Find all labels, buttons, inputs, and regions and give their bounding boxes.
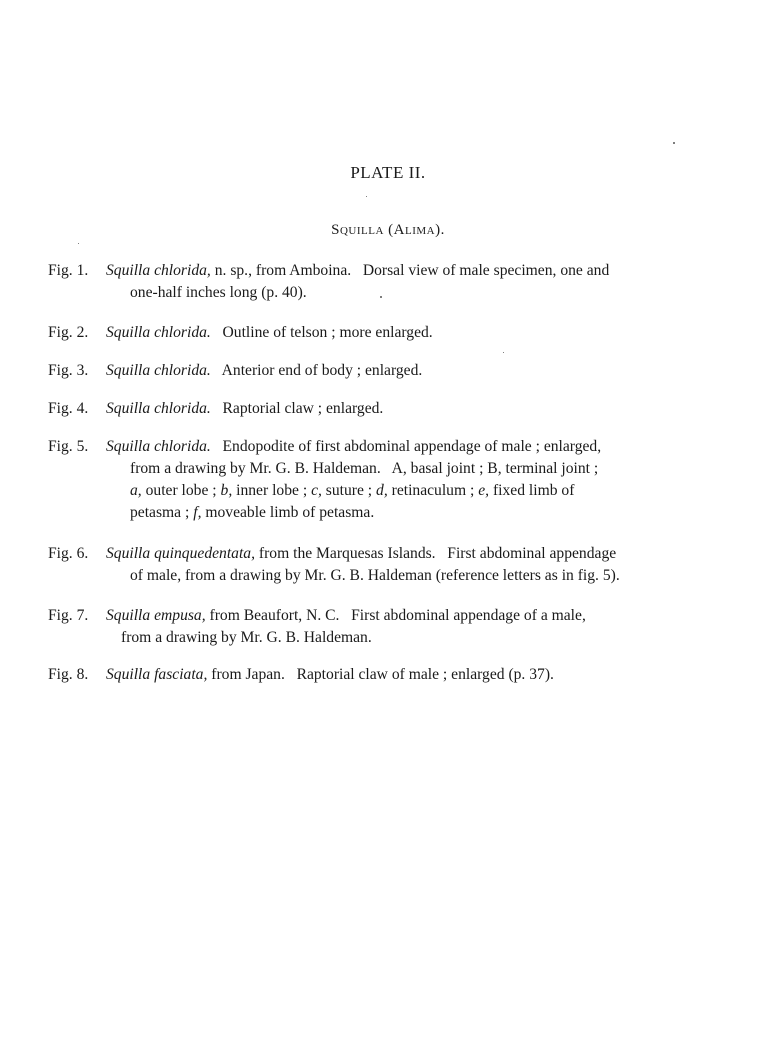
species-name: Squilla chlorida, (106, 262, 211, 279)
ref-letter-e: e, (478, 482, 490, 499)
ref-letter-b: b, (220, 482, 233, 499)
caption-text: petasma ; (130, 504, 194, 521)
figure-label: Fig. 4. (48, 400, 89, 417)
caption-line: of male, from a drawing by Mr. G. B. Haldeman (reference letters as in fig. 5). (130, 567, 620, 584)
figure-label: Fig. 5. (48, 438, 89, 455)
figure-label: Fig. 1. (48, 262, 89, 279)
caption-text: n. sp., from Amboina. Dorsal view of male specimen, one and (210, 262, 610, 279)
caption-text: inner lobe ; (232, 482, 312, 499)
figure-caption-8 (48, 664, 738, 686)
figure-caption-4 (48, 398, 738, 420)
figure-caption-2 (48, 322, 738, 344)
scan-speck (380, 296, 382, 298)
figure-caption-5 (48, 436, 738, 524)
figure-label: Fig. 2. (48, 324, 89, 341)
figure-caption-3 (48, 360, 738, 382)
figure-caption-6 (48, 543, 738, 587)
ref-letter-d: d, (376, 482, 388, 499)
species-name: Squilla fasciata, (106, 666, 208, 683)
figure-label: Fig. 3. (48, 362, 89, 379)
caption-text: outer lobe ; (141, 482, 221, 499)
species-name: Squilla chlorida. (106, 400, 211, 417)
caption-text: Endopodite of first abdominal appendage of male ; enlarged, (210, 438, 602, 455)
caption-text: Raptorial claw ; enlarged. (210, 400, 384, 417)
species-name: Squilla quinquedentata, (106, 545, 255, 562)
caption-line: one-half inches long (p. 40). (130, 284, 307, 301)
caption-line (48, 502, 738, 524)
caption-text: from the Marquesas Islands. First abdominal appendage (255, 545, 617, 562)
species-name: Squilla chlorida. (106, 438, 211, 455)
species-name: Squilla chlorida. (106, 362, 211, 379)
plate-title: PLATE II. (350, 163, 426, 182)
caption-text: fixed limb of (489, 482, 575, 499)
caption-line (48, 605, 738, 627)
caption-text: suture ; (321, 482, 377, 499)
caption-line (48, 436, 738, 458)
caption-text: moveable limb of petasma. (201, 504, 375, 521)
caption-line (48, 398, 738, 420)
caption-line (48, 664, 738, 686)
caption-text: retinaculum ; (387, 482, 479, 499)
plate-subtitle: Squilla (Alima). (331, 222, 445, 238)
caption-text: from Beaufort, N. C. First abdominal appendage of a male, (205, 607, 586, 624)
caption-line: from a drawing by Mr. G. B. Haldeman. (121, 629, 372, 646)
caption-text: from Japan. Raptorial claw of male ; enlarged (p. 37). (207, 666, 554, 683)
scan-speck (366, 196, 367, 197)
caption-line (48, 260, 738, 282)
caption-line (48, 543, 738, 565)
scan-speck (78, 243, 79, 244)
caption-text: Anterior end of body ; enlarged. (210, 362, 423, 379)
figure-label: Fig. 7. (48, 607, 89, 624)
figure-label: Fig. 6. (48, 545, 89, 562)
ref-letter-a: a, (130, 482, 142, 499)
caption-line (48, 322, 738, 344)
caption-line (48, 360, 738, 382)
species-name: Squilla empusa, (106, 607, 206, 624)
caption-text: Outline of telson ; more enlarged. (210, 324, 433, 341)
ref-letter-c: c, (311, 482, 322, 499)
figure-caption-1 (48, 260, 738, 304)
ref-letter-f: f, (193, 504, 202, 521)
scan-speck (503, 352, 504, 353)
figure-label: Fig. 8. (48, 666, 89, 683)
species-name: Squilla chlorida. (106, 324, 211, 341)
scan-speck (673, 142, 675, 144)
caption-line (48, 480, 738, 502)
caption-line: from a drawing by Mr. G. B. Haldeman. A, basal joint ; B, terminal joint ; (130, 460, 599, 477)
figure-caption-7 (48, 605, 738, 649)
